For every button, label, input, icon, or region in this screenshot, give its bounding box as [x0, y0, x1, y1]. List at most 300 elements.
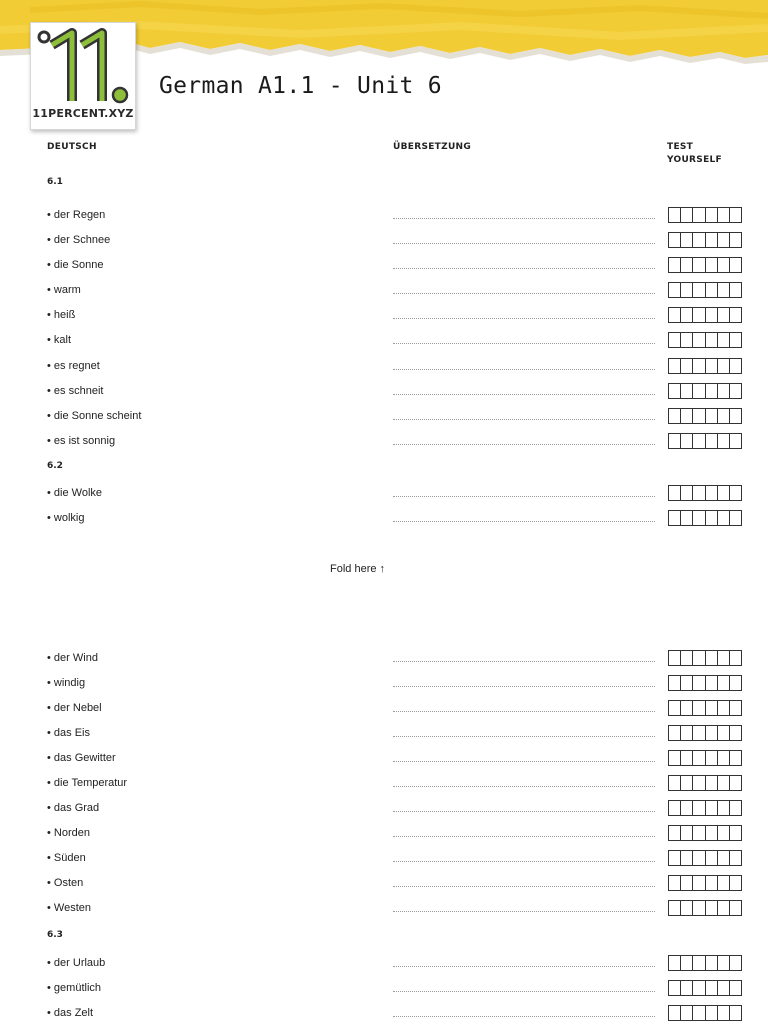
- test-checkbox[interactable]: [706, 359, 718, 373]
- test-checkbox[interactable]: [718, 901, 730, 915]
- vocab-word-text: das Grad: [53, 802, 100, 814]
- vocab-row: [0, 232, 768, 252]
- test-checkbox[interactable]: [718, 851, 730, 865]
- vocab-word-text: heiß: [53, 309, 76, 321]
- test-checkbox[interactable]: [730, 258, 741, 272]
- test-checkbox[interactable]: [718, 701, 730, 715]
- test-checkbox[interactable]: [681, 901, 693, 915]
- test-checkbox[interactable]: [681, 1006, 693, 1020]
- bullet-icon: •: [47, 385, 54, 397]
- translation-line[interactable]: [393, 293, 655, 294]
- test-checkbox[interactable]: [706, 901, 718, 915]
- test-checkbox[interactable]: [718, 776, 730, 790]
- test-checkbox[interactable]: [718, 876, 730, 890]
- test-checkbox[interactable]: [718, 981, 730, 995]
- test-checkbox[interactable]: [669, 283, 681, 297]
- vocab-word-text: kalt: [53, 334, 72, 346]
- vocab-row: [0, 700, 768, 720]
- test-checkbox[interactable]: [669, 901, 681, 915]
- vocab-word: [47, 360, 100, 372]
- bullet-icon: •: [47, 677, 54, 689]
- test-checkbox[interactable]: [681, 851, 693, 865]
- test-checkbox[interactable]: [693, 801, 705, 815]
- test-checkbox[interactable]: [669, 359, 681, 373]
- test-checkbox[interactable]: [718, 308, 730, 322]
- vocab-word: [47, 982, 101, 994]
- test-checkbox[interactable]: [669, 826, 681, 840]
- test-checkbox[interactable]: [730, 751, 741, 765]
- test-checkbox[interactable]: [706, 409, 718, 423]
- column-header-test-line1: TEST: [667, 142, 694, 152]
- vocab-word: [47, 234, 110, 246]
- vocab-word-text: wolkig: [53, 512, 85, 524]
- test-checkbox[interactable]: [706, 956, 718, 970]
- column-header-deutsch: DEUTSCH: [47, 142, 97, 152]
- vocab-word-text: es regnet: [53, 360, 100, 372]
- section-label: 6.1: [47, 177, 63, 187]
- test-checkbox[interactable]: [718, 751, 730, 765]
- test-checkbox[interactable]: [693, 233, 705, 247]
- test-checkbox[interactable]: [669, 258, 681, 272]
- test-checkbox[interactable]: [706, 851, 718, 865]
- vocab-word: [47, 334, 71, 346]
- vocab-row: [0, 207, 768, 227]
- test-checkboxes: [668, 700, 742, 716]
- test-checkboxes: [668, 900, 742, 916]
- test-checkboxes: [668, 257, 742, 273]
- column-header-test-line2: YOURSELF: [667, 155, 722, 165]
- test-checkbox[interactable]: [681, 384, 693, 398]
- test-checkbox[interactable]: [718, 409, 730, 423]
- test-checkbox[interactable]: [706, 233, 718, 247]
- test-checkbox[interactable]: [706, 876, 718, 890]
- test-checkbox[interactable]: [730, 956, 741, 970]
- test-checkbox[interactable]: [693, 1006, 705, 1020]
- test-checkbox[interactable]: [706, 651, 718, 665]
- test-checkbox[interactable]: [681, 676, 693, 690]
- vocab-word: [47, 284, 81, 296]
- test-checkboxes: [668, 875, 742, 891]
- test-checkboxes: [668, 433, 742, 449]
- test-checkboxes: [668, 1005, 742, 1021]
- bullet-icon: •: [47, 652, 54, 664]
- vocab-row: [0, 332, 768, 352]
- test-checkbox[interactable]: [669, 409, 681, 423]
- bullet-icon: •: [47, 309, 54, 321]
- logo: [30, 22, 136, 130]
- vocab-row: [0, 307, 768, 327]
- test-checkbox[interactable]: [693, 258, 705, 272]
- vocab-word-text: die Sonne: [53, 259, 104, 271]
- test-checkbox[interactable]: [669, 434, 681, 448]
- test-checkbox[interactable]: [693, 308, 705, 322]
- test-checkbox[interactable]: [693, 333, 705, 347]
- test-checkbox[interactable]: [718, 434, 730, 448]
- vocab-word: [47, 1007, 93, 1019]
- test-checkbox[interactable]: [706, 486, 718, 500]
- test-checkboxes: [668, 510, 742, 526]
- test-checkbox[interactable]: [693, 876, 705, 890]
- test-checkbox[interactable]: [730, 826, 741, 840]
- vocab-word-text: die Sonne scheint: [53, 410, 142, 422]
- vocab-word: [47, 435, 115, 447]
- test-checkbox[interactable]: [669, 233, 681, 247]
- translation-line[interactable]: [393, 1016, 655, 1017]
- test-checkbox[interactable]: [681, 486, 693, 500]
- bullet-icon: •: [47, 827, 54, 839]
- test-checkbox[interactable]: [730, 511, 741, 525]
- vocab-word: [47, 877, 83, 889]
- test-checkbox[interactable]: [681, 283, 693, 297]
- test-checkbox[interactable]: [706, 511, 718, 525]
- test-checkbox[interactable]: [718, 956, 730, 970]
- test-checkbox[interactable]: [681, 776, 693, 790]
- test-checkbox[interactable]: [730, 409, 741, 423]
- test-checkbox[interactable]: [718, 511, 730, 525]
- test-checkbox[interactable]: [669, 384, 681, 398]
- test-checkboxes: [668, 675, 742, 691]
- vocab-word-text: Westen: [53, 902, 92, 914]
- test-checkbox[interactable]: [693, 409, 705, 423]
- test-checkbox[interactable]: [669, 208, 681, 222]
- test-checkbox[interactable]: [706, 208, 718, 222]
- vocab-word: [47, 777, 127, 789]
- vocab-word: [47, 410, 141, 422]
- test-checkbox[interactable]: [693, 726, 705, 740]
- test-checkbox[interactable]: [669, 511, 681, 525]
- vocab-word-text: gemütlich: [53, 982, 101, 994]
- translation-line[interactable]: [393, 911, 655, 912]
- test-checkboxes: [668, 725, 742, 741]
- section-label: 6.3: [47, 930, 63, 940]
- test-checkbox[interactable]: [669, 801, 681, 815]
- test-checkbox[interactable]: [706, 434, 718, 448]
- test-checkboxes: [668, 307, 742, 323]
- vocab-word: [47, 487, 102, 499]
- test-checkbox[interactable]: [669, 308, 681, 322]
- translation-line[interactable]: [393, 343, 655, 344]
- translation-line[interactable]: [393, 218, 655, 219]
- test-checkbox[interactable]: [693, 851, 705, 865]
- test-checkbox[interactable]: [730, 233, 741, 247]
- vocab-word: [47, 259, 103, 271]
- test-checkbox[interactable]: [718, 726, 730, 740]
- test-checkbox[interactable]: [681, 359, 693, 373]
- translation-line[interactable]: [393, 394, 655, 395]
- test-checkbox[interactable]: [681, 726, 693, 740]
- test-checkbox[interactable]: [706, 776, 718, 790]
- test-checkbox[interactable]: [706, 701, 718, 715]
- test-checkbox[interactable]: [730, 651, 741, 665]
- test-checkbox[interactable]: [669, 701, 681, 715]
- test-checkbox[interactable]: [730, 726, 741, 740]
- test-checkbox[interactable]: [669, 1006, 681, 1020]
- test-checkbox[interactable]: [730, 359, 741, 373]
- bullet-icon: •: [47, 727, 54, 739]
- vocab-row: [0, 1005, 768, 1025]
- translation-line[interactable]: [393, 318, 655, 319]
- test-checkbox[interactable]: [681, 208, 693, 222]
- test-checkboxes: [668, 825, 742, 841]
- test-checkbox[interactable]: [681, 651, 693, 665]
- translation-line[interactable]: [393, 991, 655, 992]
- bullet-icon: •: [47, 410, 54, 422]
- test-checkboxes: [668, 383, 742, 399]
- test-checkbox[interactable]: [681, 876, 693, 890]
- test-checkbox[interactable]: [669, 651, 681, 665]
- test-checkbox[interactable]: [730, 384, 741, 398]
- translation-line[interactable]: [393, 521, 655, 522]
- bullet-icon: •: [47, 777, 54, 789]
- test-checkbox[interactable]: [693, 751, 705, 765]
- test-checkbox[interactable]: [693, 981, 705, 995]
- test-checkbox[interactable]: [681, 233, 693, 247]
- test-checkbox[interactable]: [730, 876, 741, 890]
- translation-line[interactable]: [393, 886, 655, 887]
- vocab-word: [47, 209, 105, 221]
- vocab-word-text: das Gewitter: [53, 752, 116, 764]
- test-checkbox[interactable]: [718, 208, 730, 222]
- vocab-row: [0, 725, 768, 745]
- bullet-icon: •: [47, 360, 54, 372]
- test-checkboxes: [668, 282, 742, 298]
- vocab-word: [47, 512, 85, 524]
- vocab-word-text: der Urlaub: [53, 957, 106, 969]
- vocab-word-text: der Schnee: [53, 234, 111, 246]
- test-checkbox[interactable]: [706, 333, 718, 347]
- bullet-icon: •: [47, 852, 54, 864]
- vocab-row: [0, 980, 768, 1000]
- test-checkbox[interactable]: [730, 283, 741, 297]
- translation-line[interactable]: [393, 836, 655, 837]
- column-header-test: [667, 141, 722, 167]
- test-checkboxes: [668, 850, 742, 866]
- translation-line[interactable]: [393, 496, 655, 497]
- test-checkbox[interactable]: [693, 776, 705, 790]
- bullet-icon: •: [47, 902, 54, 914]
- test-checkbox[interactable]: [681, 826, 693, 840]
- vocab-row: [0, 825, 768, 845]
- test-checkbox[interactable]: [730, 851, 741, 865]
- test-checkbox[interactable]: [669, 776, 681, 790]
- test-checkbox[interactable]: [681, 258, 693, 272]
- test-checkbox[interactable]: [718, 258, 730, 272]
- test-checkbox[interactable]: [730, 701, 741, 715]
- vocab-row: [0, 850, 768, 870]
- test-checkbox[interactable]: [669, 956, 681, 970]
- test-checkbox[interactable]: [693, 511, 705, 525]
- vocab-word: [47, 902, 91, 914]
- test-checkbox[interactable]: [669, 726, 681, 740]
- vocab-word: [47, 802, 99, 814]
- translation-line[interactable]: [393, 369, 655, 370]
- test-checkbox[interactable]: [718, 384, 730, 398]
- test-checkbox[interactable]: [718, 651, 730, 665]
- vocab-row: [0, 358, 768, 378]
- test-checkbox[interactable]: [718, 676, 730, 690]
- test-checkboxes: [668, 650, 742, 666]
- translation-line[interactable]: [393, 786, 655, 787]
- test-checkbox[interactable]: [681, 333, 693, 347]
- translation-line[interactable]: [393, 243, 655, 244]
- test-checkbox[interactable]: [718, 359, 730, 373]
- vocab-row: [0, 750, 768, 770]
- test-checkbox[interactable]: [718, 486, 730, 500]
- test-checkbox[interactable]: [706, 826, 718, 840]
- test-checkbox[interactable]: [693, 434, 705, 448]
- test-checkbox[interactable]: [681, 434, 693, 448]
- test-checkbox[interactable]: [718, 233, 730, 247]
- bullet-icon: •: [47, 702, 54, 714]
- bullet-icon: •: [47, 802, 54, 814]
- test-checkbox[interactable]: [693, 676, 705, 690]
- test-checkbox[interactable]: [730, 434, 741, 448]
- vocab-word: [47, 727, 90, 739]
- test-checkbox[interactable]: [706, 308, 718, 322]
- translation-line[interactable]: [393, 661, 655, 662]
- vocab-row: [0, 433, 768, 453]
- test-checkbox[interactable]: [693, 283, 705, 297]
- bullet-icon: •: [47, 512, 54, 524]
- test-checkboxes: [668, 980, 742, 996]
- test-checkbox[interactable]: [681, 308, 693, 322]
- test-checkbox[interactable]: [681, 701, 693, 715]
- test-checkbox[interactable]: [693, 826, 705, 840]
- test-checkbox[interactable]: [730, 776, 741, 790]
- test-checkbox[interactable]: [681, 801, 693, 815]
- vocab-row: [0, 800, 768, 820]
- translation-line[interactable]: [393, 444, 655, 445]
- test-checkboxes: [668, 408, 742, 424]
- test-checkbox[interactable]: [718, 333, 730, 347]
- test-checkbox[interactable]: [693, 384, 705, 398]
- test-checkbox[interactable]: [730, 981, 741, 995]
- test-checkbox[interactable]: [706, 981, 718, 995]
- vocab-word: [47, 827, 90, 839]
- vocab-word-text: Süden: [53, 852, 86, 864]
- bullet-icon: •: [47, 334, 54, 346]
- test-checkbox[interactable]: [681, 751, 693, 765]
- test-checkbox[interactable]: [693, 208, 705, 222]
- vocab-word: [47, 957, 105, 969]
- bullet-icon: •: [47, 957, 54, 969]
- test-checkbox[interactable]: [706, 726, 718, 740]
- translation-line[interactable]: [393, 736, 655, 737]
- translation-line[interactable]: [393, 419, 655, 420]
- test-checkboxes: [668, 750, 742, 766]
- test-checkbox[interactable]: [730, 901, 741, 915]
- bullet-icon: •: [47, 435, 54, 447]
- test-checkbox[interactable]: [669, 333, 681, 347]
- translation-line[interactable]: [393, 966, 655, 967]
- test-checkbox[interactable]: [730, 333, 741, 347]
- test-checkbox[interactable]: [669, 851, 681, 865]
- vocab-word: [47, 652, 98, 664]
- test-checkbox[interactable]: [706, 258, 718, 272]
- test-checkbox[interactable]: [706, 1006, 718, 1020]
- bullet-icon: •: [47, 982, 54, 994]
- test-checkbox[interactable]: [706, 676, 718, 690]
- bullet-icon: •: [47, 877, 54, 889]
- translation-line[interactable]: [393, 711, 655, 712]
- translation-line[interactable]: [393, 861, 655, 862]
- test-checkbox[interactable]: [706, 751, 718, 765]
- vocab-word-text: das Eis: [53, 727, 90, 739]
- bullet-icon: •: [47, 234, 54, 246]
- test-checkbox[interactable]: [718, 826, 730, 840]
- bullet-icon: •: [47, 209, 54, 221]
- test-checkbox[interactable]: [730, 208, 741, 222]
- test-checkbox[interactable]: [681, 511, 693, 525]
- vocab-word-text: warm: [53, 284, 81, 296]
- test-checkbox[interactable]: [693, 486, 705, 500]
- test-checkbox[interactable]: [669, 751, 681, 765]
- fold-line-label: Fold here ↑: [330, 563, 386, 575]
- test-checkbox[interactable]: [681, 409, 693, 423]
- test-checkbox[interactable]: [706, 384, 718, 398]
- vocab-row: [0, 650, 768, 670]
- vocab-row: [0, 485, 768, 505]
- logo-text: 11PERCENT.XYZ: [32, 107, 134, 120]
- test-checkboxes: [668, 207, 742, 223]
- test-checkbox[interactable]: [718, 801, 730, 815]
- translation-line[interactable]: [393, 268, 655, 269]
- test-checkbox[interactable]: [681, 981, 693, 995]
- test-checkbox[interactable]: [669, 486, 681, 500]
- test-checkbox[interactable]: [693, 359, 705, 373]
- vocab-word-text: der Regen: [53, 209, 106, 221]
- test-checkbox[interactable]: [693, 701, 705, 715]
- bullet-icon: •: [47, 1007, 54, 1019]
- test-checkbox[interactable]: [669, 981, 681, 995]
- test-checkbox[interactable]: [730, 676, 741, 690]
- vocab-word-text: windig: [53, 677, 86, 689]
- translation-line[interactable]: [393, 686, 655, 687]
- column-header-uebersetzung: ÜBERSETZUNG: [393, 142, 472, 152]
- test-checkboxes: [668, 358, 742, 374]
- test-checkbox[interactable]: [730, 1006, 741, 1020]
- vocab-word: [47, 309, 75, 321]
- test-checkbox[interactable]: [669, 876, 681, 890]
- vocab-row: [0, 775, 768, 795]
- vocab-word-text: Norden: [53, 827, 90, 839]
- test-checkbox[interactable]: [706, 283, 718, 297]
- test-checkbox[interactable]: [681, 956, 693, 970]
- vocab-row: [0, 875, 768, 895]
- test-checkbox[interactable]: [730, 486, 741, 500]
- vocab-row: [0, 510, 768, 530]
- vocab-word: [47, 852, 86, 864]
- test-checkbox[interactable]: [730, 801, 741, 815]
- test-checkbox[interactable]: [669, 676, 681, 690]
- test-checkbox[interactable]: [718, 283, 730, 297]
- vocab-word: [47, 677, 85, 689]
- test-checkbox[interactable]: [693, 956, 705, 970]
- test-checkbox[interactable]: [693, 651, 705, 665]
- test-checkbox[interactable]: [730, 308, 741, 322]
- translation-line[interactable]: [393, 761, 655, 762]
- test-checkbox[interactable]: [718, 1006, 730, 1020]
- test-checkbox[interactable]: [706, 801, 718, 815]
- translation-line[interactable]: [393, 811, 655, 812]
- test-checkbox[interactable]: [693, 901, 705, 915]
- vocab-row: [0, 955, 768, 975]
- bullet-icon: •: [47, 752, 54, 764]
- vocab-word-text: das Zelt: [53, 1007, 94, 1019]
- vocab-word-text: die Temperatur: [53, 777, 128, 789]
- test-checkboxes: [668, 775, 742, 791]
- vocab-word-text: Osten: [53, 877, 84, 889]
